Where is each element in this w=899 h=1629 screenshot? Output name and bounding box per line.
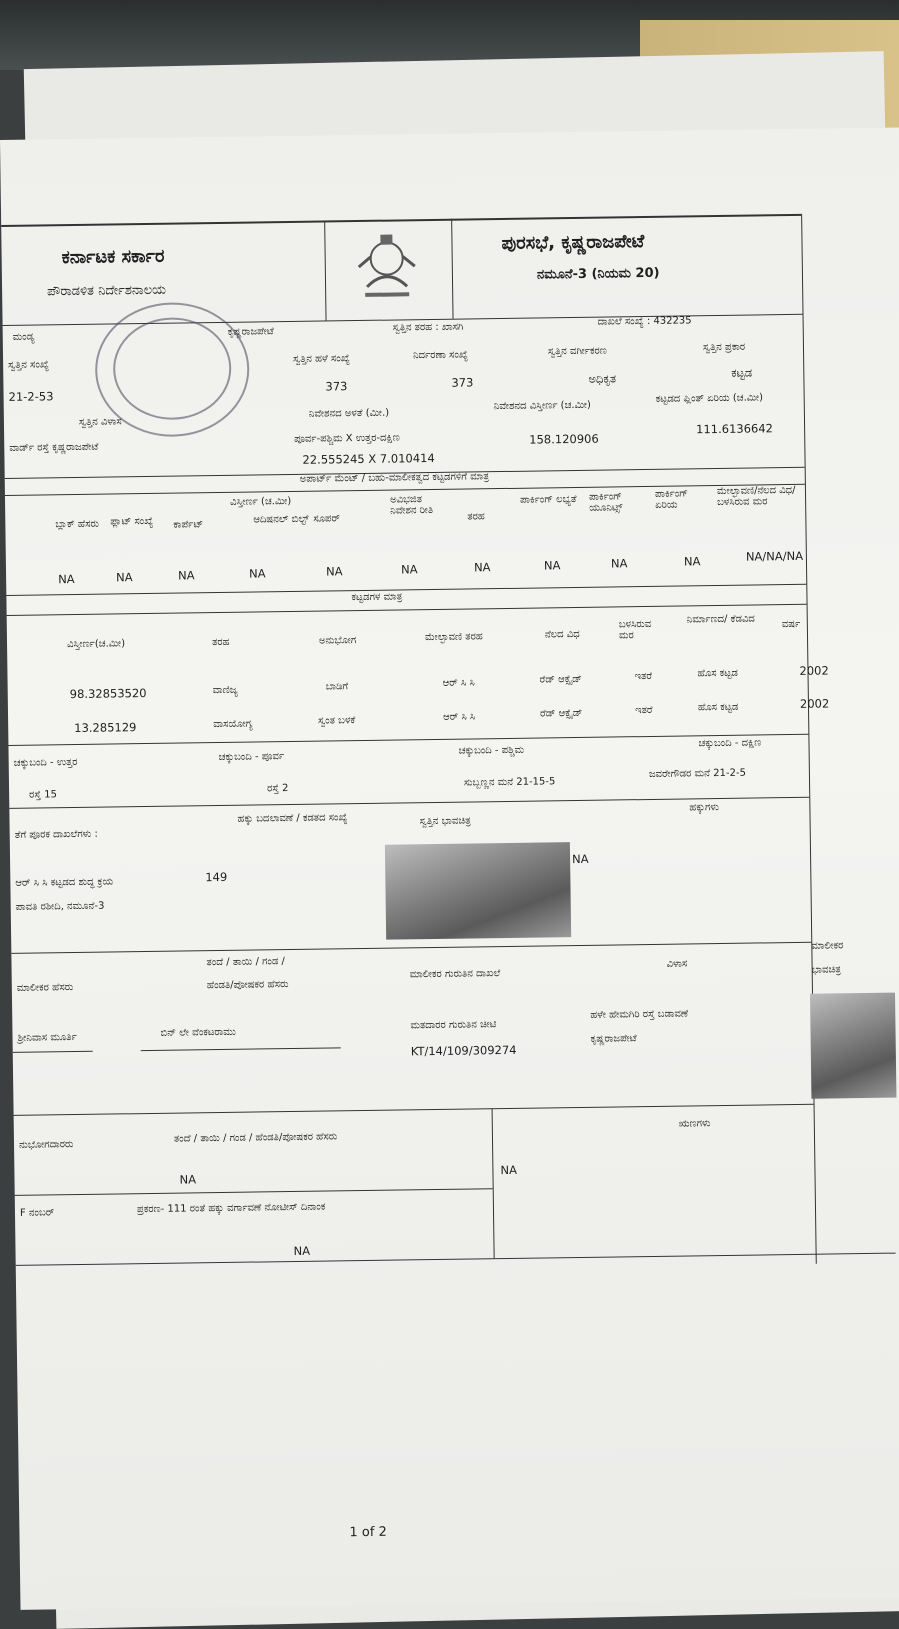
owner-photo-label: ಮಾಲೀಕರ	[811, 940, 844, 952]
boundary-west-label: ಚಕ್ಕುಬಂದಿ - ಪಶ್ಚಿಮ	[458, 744, 525, 757]
bldg-cell: ಆರ್ ಸಿ ಸಿ	[442, 677, 475, 689]
bldg-header-use: ಅನುಭೋಗ	[318, 635, 357, 647]
kind-label: ಸ್ವತ್ತಿನ ಪ್ರಕಾರ	[702, 341, 746, 354]
f-number-label: F ನಂಬರ್	[19, 1207, 55, 1219]
header-divider-1	[324, 220, 326, 320]
property-type: ಸ್ವತ್ತಿನ ತರಹ : ಖಾಸಗಿ	[392, 321, 464, 334]
bldg-cell: 13.285129	[74, 720, 137, 736]
bldg-cell: ರೆಡ್ ಆಕ್ಸೈಡ್	[539, 707, 583, 720]
old-no-label: ಸ್ವತ್ತಿನ ಹಳೆ ಸಂಖ್ಯೆ	[293, 353, 350, 365]
owner-id-type: ಮತದಾರರ ಗುರುತಿನ ಚೀಟಿ	[410, 1019, 497, 1032]
support-doc-text: ಪಾವತಿ ರಶೀದಿ, ನಮೂನೆ-3	[15, 900, 105, 913]
property-no-label: ಸ್ವತ್ತಿನ ಸಂಖ್ಯೆ	[8, 359, 50, 371]
plinth-value: 111.6136642	[696, 421, 774, 437]
occupants-value: NA	[179, 1172, 197, 1187]
bldg-cell: 2002	[799, 696, 830, 711]
taluk-value: ಕೃಷ್ಣರಾಜಪೇಟೆ	[227, 326, 274, 338]
rule	[8, 734, 808, 746]
support-docs-label: ತೆಗೆ ಪೂರಕ ದಾಖಲೆಗಳು :	[14, 828, 98, 841]
apt-header-parking-area: ಪಾರ್ಕಿಂಗ್ ಏರಿಯ	[654, 488, 688, 511]
bldg-header-type: ತರಹ	[211, 636, 230, 649]
apt-header-type: ತರಹ	[467, 511, 485, 523]
header-divider-2	[451, 219, 453, 319]
bldg-header-roof: ಮೇಲ್ಛಾವಣಿ ತರಹ	[424, 631, 483, 644]
apt-header-parking-avail: ಪಾರ್ಕಿಂಗ್ ಲಭ್ಯತೆ	[520, 493, 577, 506]
occupants-relation-label: ತಂದೆ / ತಾಯಿ / ಗಂಡ / ಹೆಂಡತಿ/ಪೋಷಕರ ಹೆಸರು	[173, 1131, 338, 1145]
rule	[15, 1188, 493, 1196]
municipality-title: ಪುರಸಭೆ, ಕೃಷ್ಣರಾಜಪೇಟೆ	[501, 231, 645, 255]
property-no: 21-2-53	[8, 389, 54, 404]
record-number: ದಾಖಲೆ ಸಂಖ್ಯೆ : 432235	[597, 315, 692, 328]
category-value: ಅಧಿಕೃತ	[588, 371, 617, 386]
dims-value: 22.555245 X 7.010414	[302, 450, 435, 467]
apt-header-flat: ಫ್ಲಾಟ್ ಸಂಖ್ಯೆ	[110, 515, 154, 528]
old-no: 373	[325, 379, 348, 394]
apt-value: NA	[178, 568, 195, 583]
apt-header-parking-units: ಪಾರ್ಕಿಂಗ್ ಯೂನಿಟ್ಸ್	[588, 491, 623, 514]
boundary-north: ರಸ್ತೆ 15	[29, 789, 57, 801]
col-divider	[492, 1108, 495, 1258]
apt-header-additional: ಆದಿಷನಲ್ ಬಿಲ್ಟ್	[253, 513, 309, 526]
bldg-cell: ರೆಡ್ ಆಕ್ಸೈಡ್	[539, 673, 582, 686]
apt-header-roof: ಮೇಲ್ಛಾವಣಿ/ನೆಲದ ವಿಧ/ಬಳಸಿರುವ ಮರ	[716, 484, 796, 509]
site-area-label: ನಿವೇಶನದ ವಿಸ್ತೀರ್ಣ (ಚ.ಮೀ)	[493, 399, 591, 413]
bldg-cell: ಇತರೆ	[634, 670, 653, 683]
apt-value: NA	[116, 570, 133, 585]
bldg-cell: ವಾಸಯೋಗ್ಯ	[213, 718, 253, 731]
occupants-label: ನುಭೋಗದಾರರು	[18, 1139, 74, 1151]
site-area-value: 158.120906	[529, 431, 599, 447]
property-photo-label: ಸ್ವತ್ತಿನ ಭಾವಚಿತ್ರ	[419, 815, 471, 828]
owner-name: ಶ್ರೀನಿವಾಸ ಮೂರ್ತಿ	[17, 1032, 77, 1044]
emblem-icon	[336, 226, 437, 307]
page-number: 1 of 2	[349, 1524, 387, 1541]
owner-relation-label: ಹೆಂಡತಿ/ಪೋಷಕರ ಹೆಸರು	[206, 979, 289, 992]
apt-value: NA	[400, 562, 418, 577]
owner-address: ಕೃಷ್ಣರಾಜಪೇಟೆ	[590, 1033, 637, 1045]
address-label: ಸ್ವತ್ತಿನ ವಿಳಾಸ	[78, 416, 122, 428]
bldg-header-year: ವರ್ಷ	[781, 618, 801, 631]
owner-address-label: ವಿಳಾಸ	[666, 958, 688, 970]
apt-header-super: ಸೂಪರ್	[313, 513, 341, 525]
apt-value: NA	[248, 566, 266, 581]
reg-no: 373	[451, 375, 474, 390]
rule	[11, 942, 811, 954]
apt-value: NA	[325, 564, 343, 579]
underline	[13, 1051, 93, 1053]
rights-change-label: ಹಕ್ಕು ಬದಲಾವಣೆ / ಕಡತದ ಸಂಖ್ಯೆ	[237, 812, 348, 825]
apt-value: NA	[58, 572, 75, 587]
bldg-cell: ಆರ್ ಸಿ ಸಿ	[443, 711, 476, 723]
apt-value: NA	[543, 558, 561, 573]
property-photo	[385, 842, 571, 940]
address-value: ವಾರ್ಡ್ ರಸ್ತೆ ಕೃಷ್ಣರಾಜಪೇಟೆ	[9, 441, 99, 454]
bldg-cell: ಇತರೆ	[634, 704, 653, 717]
support-doc-text: ಆರ್ ಸಿ ಸಿ ಕಟ್ಟಡದ ಶುದ್ಧ ಕ್ರಯ	[15, 876, 114, 889]
bldg-cell: 98.32853520	[69, 686, 147, 702]
boundary-east: ರಸ್ತೆ 2	[267, 783, 289, 795]
owner-photo-label: ಭಾವಚಿತ್ರ	[811, 964, 841, 976]
boundary-north-label: ಚಕ್ಕುಬಂದಿ - ಉತ್ತರ	[13, 756, 78, 769]
bldg-header-floor: ನೆಲದ ವಿಧ	[544, 628, 580, 641]
dims-label: ಪೂರ್ವ-ಪಶ್ಚಿಮ X ಉತ್ತರ-ದಕ್ಷಿಣ	[294, 432, 400, 445]
rights-label: ಹಕ್ಕುಗಳು	[689, 802, 720, 814]
apartment-section-title: ಅಪಾರ್ಟ್ ಮೆಂಟ್ / ಬಹು-ಮಾಲೀಕತ್ವದ ಕಟ್ಟಡಗಳಿಗೆ ಮಾತ್ರ	[299, 471, 490, 485]
rule	[6, 584, 806, 596]
bldg-header-wood: ಬಳಸಿರುವ ಮರ	[618, 618, 652, 642]
loans-label: ಋಣಗಳು	[678, 1118, 711, 1130]
reg-no-label: ನಿರ್ದರಣಾ ಸಂಖ್ಯೆ	[412, 349, 469, 362]
underline	[141, 1047, 341, 1051]
apt-value: NA	[473, 560, 491, 575]
apt-header-block: ಬ್ಲಾಕ್ ಹೆಸರು	[55, 518, 100, 531]
notice-value: NA	[293, 1243, 311, 1259]
owner-relation-label: ತಂದೆ / ತಾಯಿ / ಗಂಡ /	[206, 956, 285, 969]
building-section-title: ಕಟ್ಟಡಗಳ ಮಾತ್ರ	[351, 591, 403, 604]
file-number: 149	[205, 869, 228, 885]
directorate-title: ಪೌರಾಡಳಿತ ನಿರ್ದೇಶನಾಲಯ	[47, 282, 167, 300]
bldg-header-area: ವಿಸ್ತೀರ್ಣ(ಚ.ಮೀ)	[66, 638, 126, 651]
owner-address: ಹಳೇ ಹೇಮಗಿರಿ ರಸ್ತೆ ಬಡಾವಣೆ	[590, 1008, 689, 1021]
document-page	[0, 127, 899, 1609]
bldg-cell: 2002	[799, 663, 829, 678]
apt-value: NA	[610, 556, 628, 571]
rule	[16, 1253, 896, 1266]
boundary-east-label: ಚಕ್ಕುಬಂದಿ - ಪೂರ್ವ	[218, 751, 285, 764]
govt-title: ಕರ್ನಾಟಕ ಸರ್ಕಾರ	[61, 245, 165, 269]
boundary-south-label: ಚಕ್ಕುಬಂದಿ - ದಕ್ಷಿಣ	[698, 737, 762, 750]
boundary-west: ಸುಬ್ಬಣ್ಣನ ಮನೆ 21-15-5	[463, 776, 556, 789]
frame-top	[1, 214, 801, 227]
bldg-cell: ವಾಣಿಜ್ಯ	[212, 684, 238, 697]
owner-id-label: ಮಾಲೀಕರ ಗುರುತಿನ ದಾಖಲೆ	[409, 968, 501, 981]
district-label: ಮಂಡ್ಯ	[12, 331, 35, 343]
apt-area-header: ವಿಸ್ತೀರ್ಣ (ಚ.ಮೀ)	[230, 495, 292, 508]
owner-relation: ಬಿನ್ ಲೇ ವೆಂಕಟರಾಮು	[160, 1026, 236, 1039]
notice-date-label: ಪ್ರಕರಣ- 111 ರಂತೆ ಹಕ್ಕು ವರ್ಗಾವಣೆ ನೋಟೀಸ್ ದಿನಾಂಕ	[136, 1201, 326, 1216]
apt-header-undivided: ಅವಿಭಜಿತ ನಿವೇಶನ ರೀತಿ	[389, 494, 434, 517]
bldg-cell: ಬಾಡಿಗೆ	[325, 681, 349, 693]
apt-header-carpet: ಕಾರ್ಪೆಟ್	[173, 519, 204, 531]
apt-value: NA	[683, 554, 701, 569]
loans-value: NA	[500, 1162, 518, 1178]
kind-value: ಕಟ್ಟಡ	[731, 365, 753, 380]
site-dims-label: ನಿವೇಶನದ ಅಳತೆ (ಮೀ.)	[308, 407, 390, 420]
owner-id-number: KT/14/109/309274	[410, 1042, 517, 1059]
frame-right	[801, 214, 817, 1264]
rule	[14, 1104, 814, 1116]
boundary-south: ಜವರೇಗೌಡರ ಮನೆ 21-2-5	[648, 767, 746, 781]
owner-photo	[810, 993, 896, 1099]
category-label: ಸ್ವತ್ತಿನ ವರ್ಗೀಕರಣ	[547, 345, 607, 358]
rights-value: NA	[571, 851, 589, 867]
owner-name-label: ಮಾಲೀಕರ ಹೆಸರು	[16, 982, 74, 994]
plinth-label: ಕಟ್ಟಡದ ಪ್ಲಿಂತ್ ಏರಿಯ (ಚ.ಮೀ)	[655, 392, 764, 405]
apt-value: NA/NA/NA	[745, 548, 804, 564]
bldg-cell: ಸ್ವಂತ ಬಳಕೆ	[318, 715, 356, 727]
form-number: ನಮೂನೆ-3 (ನಿಯಮ 20)	[536, 265, 660, 283]
bldg-header-built: ನಿರ್ಮಾಣದ/ ಕೆಡವಿದ	[686, 613, 755, 626]
bldg-cell: ಹೊಸ ಕಟ್ಟಡ	[697, 667, 738, 680]
bldg-cell: ಹೊಸ ಕಟ್ಟಡ	[697, 701, 739, 714]
